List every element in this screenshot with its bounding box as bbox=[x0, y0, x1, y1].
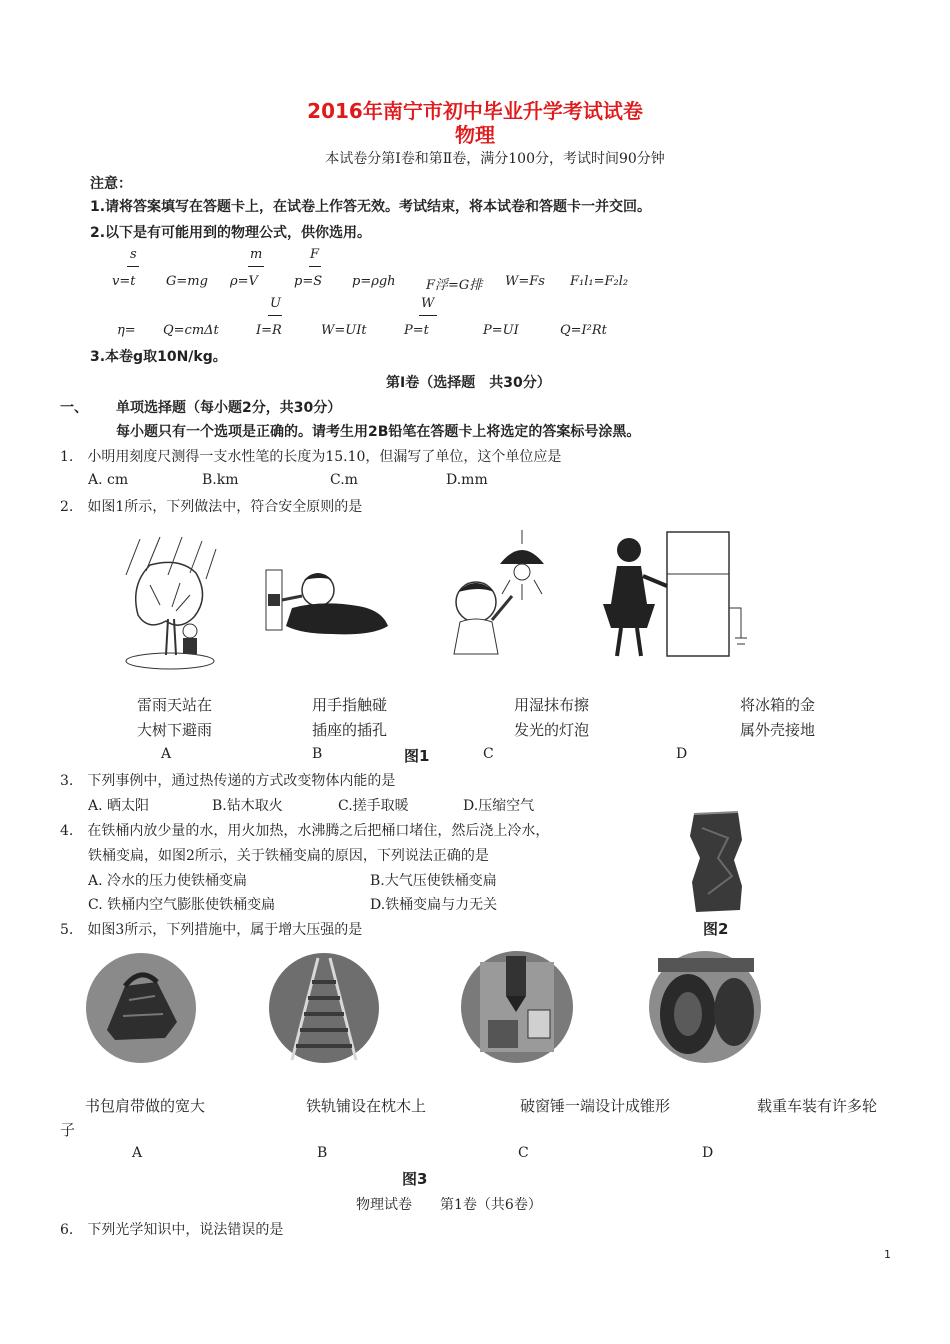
figure3-hammer-photo bbox=[460, 950, 574, 1064]
q4-stem-line1: 4. 在铁桶内放少量的水，用火加热，水沸腾之后把桶口堵住，然后浇上冷水， bbox=[60, 823, 550, 839]
figure1-caption-a-line2: 大树下避雨 bbox=[137, 721, 213, 739]
figure3-caption-d: 载重车装有许多轮 bbox=[757, 1097, 878, 1115]
figure3-caption-c: 破窗锤一端设计成锥形 bbox=[520, 1097, 671, 1115]
part-title: 单项选择题（每小题2分，共30分） bbox=[116, 400, 342, 416]
section-heading: 第Ⅰ卷（选择题 共30分） bbox=[386, 375, 551, 391]
formula-buoyancy: F浮=G排 bbox=[426, 278, 483, 293]
page-info: 物理试卷 第1卷（共6卷） bbox=[356, 1197, 542, 1213]
formula-power: P=t bbox=[404, 323, 429, 338]
q1-option-d: D.mm bbox=[446, 472, 488, 488]
figure3-caption-a: 书包肩带做的宽大 bbox=[85, 1097, 206, 1115]
formula-liquid-pressure: p=ρgh bbox=[352, 274, 396, 289]
figure2-label: 图2 bbox=[703, 920, 729, 938]
figure1-caption-b-line1: 用手指触碰 bbox=[312, 696, 388, 714]
formula-num-F: F bbox=[310, 247, 320, 262]
figure3-truck-wheels-photo bbox=[648, 950, 762, 1064]
q4-option-d: D.铁桶变扁与力无关 bbox=[370, 897, 498, 913]
figure1-letter-b: B bbox=[312, 746, 323, 762]
q5-stem: 5. 如图3所示，下列措施中，属于增大压强的是 bbox=[60, 922, 363, 938]
formula-electric-work: W=UIt bbox=[321, 323, 367, 338]
figure3-railway-photo bbox=[268, 952, 380, 1064]
formula-current: I=R bbox=[256, 323, 282, 338]
part-instruction: 每小题只有一个选项是正确的。请考生用2B铅笔在答题卡上将选定的答案标号涂黑。 bbox=[116, 424, 641, 440]
q4-option-b: B.大气压使铁桶变扁 bbox=[370, 873, 497, 889]
formula-joule-heat: Q=I²Rt bbox=[560, 323, 607, 338]
figure1-letter-d: D bbox=[676, 746, 688, 762]
q3-option-a: A. 晒太阳 bbox=[88, 798, 150, 814]
formula-speed: v=t bbox=[112, 274, 136, 289]
page-number: 1 bbox=[884, 1248, 891, 1261]
formula-electric-power: P=UI bbox=[483, 323, 519, 338]
figure1-letter-c: C bbox=[483, 746, 494, 762]
q3-option-c: C.搓手取暖 bbox=[338, 798, 409, 814]
formula-pressure: p=S bbox=[294, 274, 323, 289]
q1-option-b: B.km bbox=[202, 472, 239, 488]
q3-stem: 3. 下列事例中，通过热传递的方式改变物体内能的是 bbox=[60, 773, 396, 789]
figure1-letter-a: A bbox=[161, 746, 172, 762]
notice-item-2: 2.以下是有可能用到的物理公式，供你选用。 bbox=[90, 225, 372, 241]
formula-density: ρ=V bbox=[230, 274, 258, 289]
formula-num-s: s bbox=[130, 247, 137, 262]
exam-title: 2016年南宁市初中毕业升学考试试卷 bbox=[307, 99, 643, 123]
q4-stem-line2: 铁桶变扁，如图2所示，关于铁桶变扁的原因，下列说法正确的是 bbox=[88, 848, 489, 864]
q3-option-d: D.压缩空气 bbox=[463, 798, 535, 814]
q1-stem: 1. 小明用刻度尺测得一支水性笔的长度为15.10，但漏写了单位，这个单位应是 bbox=[60, 449, 562, 465]
formula-efficiency: η= bbox=[117, 323, 136, 338]
figure1-socket-illustration bbox=[262, 550, 392, 650]
figure2-crushed-barrel-photo bbox=[688, 810, 746, 914]
q3-option-b: B.钻木取火 bbox=[212, 798, 283, 814]
figure1-caption-d-line2: 属外壳接地 bbox=[740, 721, 816, 739]
figure1-tree-rain-illustration bbox=[120, 535, 220, 673]
figure1-caption-c-line2: 发光的灯泡 bbox=[514, 721, 590, 739]
figure1-caption-a-line1: 雷雨天站在 bbox=[137, 696, 213, 714]
formula-num-m: m bbox=[250, 247, 263, 262]
exam-subtitle: 本试卷分第Ⅰ卷和第Ⅱ卷，满分100分，考试时间90分钟 bbox=[325, 151, 665, 167]
figure1-lamp-illustration bbox=[440, 530, 565, 665]
figure3-backpack-photo bbox=[85, 952, 197, 1064]
notice-item-1: 1.请将答案填写在答题卡上，在试卷上作答无效。考试结束，将本试卷和答题卡一并交回。 bbox=[90, 199, 652, 215]
figure3-label: 图3 bbox=[402, 1170, 428, 1188]
figure3-caption-b: 铁轨铺设在枕木上 bbox=[306, 1097, 427, 1115]
figure1-label: 图1 bbox=[404, 747, 430, 765]
q4-option-c: C. 铁桶内空气膨胀使铁桶变扁 bbox=[88, 897, 276, 913]
formula-gravity: G=mg bbox=[166, 274, 208, 289]
figure3-letter-a: A bbox=[132, 1145, 143, 1161]
figure3-letter-b: B bbox=[317, 1145, 328, 1161]
figure1-fridge-illustration bbox=[595, 528, 750, 663]
notice-item-3: 3.本卷g取10N/kg。 bbox=[90, 349, 227, 365]
formula-num-U: U bbox=[270, 296, 281, 311]
formula-heat: Q=cmΔt bbox=[163, 323, 219, 338]
q2-stem: 2. 如图1所示，下列做法中，符合安全原则的是 bbox=[60, 499, 363, 515]
q6-stem: 6. 下列光学知识中，说法错误的是 bbox=[60, 1222, 284, 1238]
figure1-caption-b-line2: 插座的插孔 bbox=[312, 721, 388, 739]
formula-work: W=Fs bbox=[505, 274, 545, 289]
formula-num-W: W bbox=[421, 296, 435, 311]
part-number: 一、 bbox=[60, 400, 88, 416]
figure1-caption-c-line1: 用湿抹布擦 bbox=[514, 696, 590, 714]
exam-subject: 物理 bbox=[455, 123, 495, 147]
figure1-caption-d-line1: 将冰箱的金 bbox=[740, 696, 816, 714]
q4-option-a: A. 冷水的压力使铁桶变扁 bbox=[88, 873, 248, 889]
q1-option-a: A. cm bbox=[88, 472, 129, 488]
formula-lever: F₁l₁=F₂l₂ bbox=[570, 274, 629, 289]
figure3-caption-d-tail: 子 bbox=[60, 1121, 76, 1139]
figure3-letter-c: C bbox=[518, 1145, 529, 1161]
notice-label: 注意： bbox=[90, 176, 132, 192]
q1-option-c: C.m bbox=[330, 472, 358, 488]
figure3-letter-d: D bbox=[702, 1145, 714, 1161]
